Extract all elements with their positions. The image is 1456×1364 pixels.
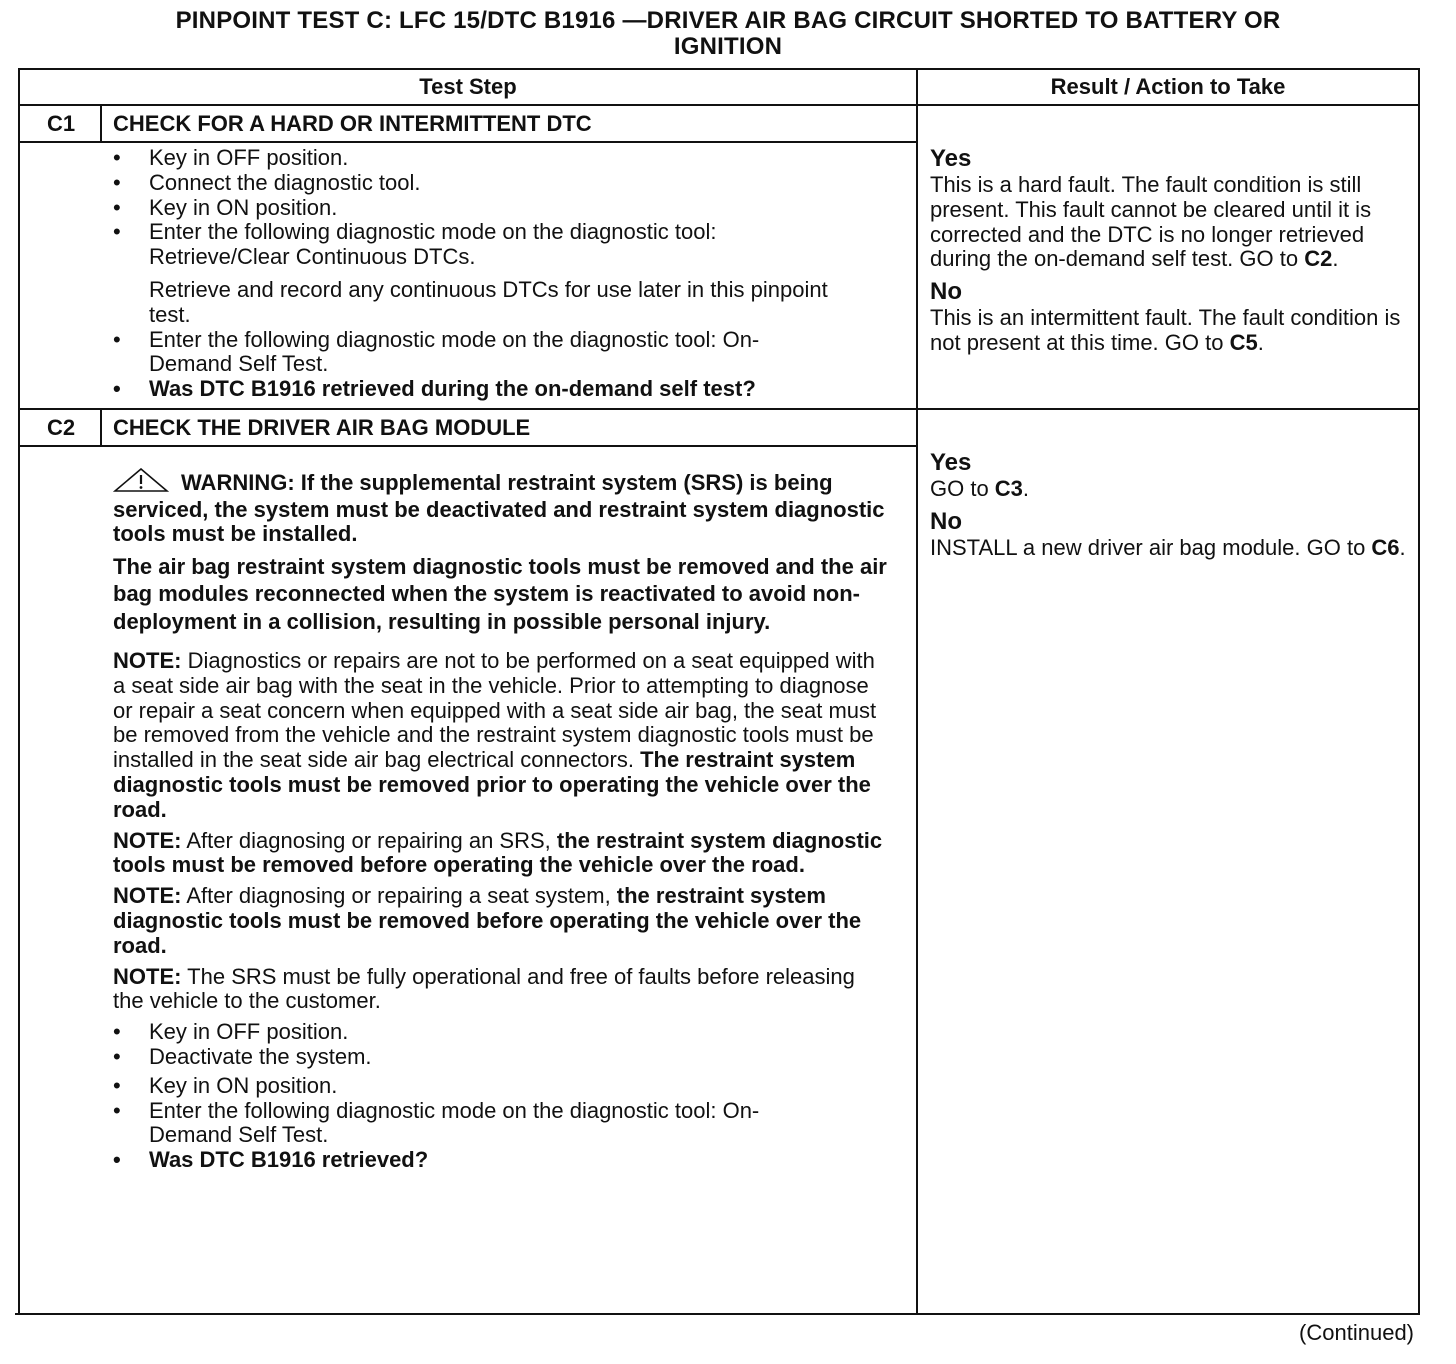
c1-bullet-4-text: Enter the following diagnostic mode on the diagnostic tool: Retrieve/Clear Continuous DTCs. — [149, 219, 717, 270]
c2-bullet-4 — [113, 1099, 888, 1149]
bullet-glyph: • — [113, 1019, 121, 1045]
c1-no-body: This is an intermittent fault. The fault condition is not present at this time. GO to — [930, 305, 1401, 355]
c1-step-title: CHECK FOR A HARD OR INTERMITTENT DTC — [113, 111, 592, 136]
c2-warning-2: The air bag restraint system diagnostic tools must be removed and the air bag modules reconnected when the system is reactivated to avoid non-deployment in a collision, resulting in possible personal injury. — [113, 553, 887, 634]
note-label: NOTE: — [113, 648, 182, 673]
c2-bullet-5 — [113, 1148, 888, 1173]
c1-paragraph: Retrieve and record any continuous DTCs for use later in this pinpoint test. — [149, 276, 828, 327]
c2-step-title: CHECK THE DRIVER AIR BAG MODULE — [113, 415, 531, 440]
c2-step-body — [113, 468, 888, 1173]
c2-yes-goto: C3 — [994, 476, 1023, 501]
c2-note-1-bold: The restraint system diagnostic tools must be removed prior to operating the vehicle over the road. — [113, 747, 871, 822]
c2-result — [930, 449, 1414, 561]
table-top-border — [18, 68, 1420, 70]
period: . — [1332, 246, 1339, 272]
c1-yes-text — [930, 173, 1414, 272]
c1-bullet-3-text: Key in ON position. — [149, 194, 338, 220]
c2-no-label: No — [930, 507, 962, 535]
bullet-glyph: • — [113, 326, 121, 352]
c1-yes-goto: C2 — [1304, 246, 1333, 272]
c2-note-2-text: After diagnosing or repairing an SRS, — [181, 827, 557, 853]
page-title — [0, 8, 1456, 60]
c2-note-1-text: Diagnostics or repairs are not to be performed on a seat equipped with a seat side air bag with the seat in the vehicle. Prior to attempting to diagnose or repair a seat concern when equipped with a seat side air bag, the seat must be removed from the vehicle and the restraint system diagnostic tools must be installed in the seat side air bag electrical connectors. — [113, 648, 877, 773]
bullet-glyph: • — [113, 169, 121, 195]
column-header-test-step: Test Step — [419, 74, 517, 99]
period: . — [1257, 329, 1264, 355]
c2-no-text — [930, 536, 1414, 561]
c2-no-body: INSTALL a new driver air bag module. GO to — [930, 534, 1372, 560]
c1-no-goto: C5 — [1229, 329, 1258, 355]
title-line-2: IGNITION — [673, 33, 783, 60]
c1-step-body — [113, 146, 903, 402]
c1-bullet-4 — [113, 220, 903, 270]
note-label: NOTE: — [113, 883, 182, 909]
c2-note-1 — [113, 649, 888, 823]
c1-bullet-6 — [113, 377, 903, 402]
c1-bullet-2 — [113, 171, 903, 196]
bullet-glyph: • — [113, 194, 121, 220]
bullet-glyph: • — [113, 1147, 121, 1173]
c2-note-4 — [113, 965, 888, 1015]
c2-note-3 — [113, 884, 888, 958]
table-bottom-border — [15, 1313, 1420, 1315]
c2-warning — [113, 468, 888, 547]
bullet-glyph: • — [113, 219, 121, 245]
c2-step-id: C2 — [46, 415, 76, 440]
bullet-glyph: • — [113, 1072, 121, 1098]
c2-bullet-3 — [113, 1074, 888, 1099]
table-right-border — [1418, 68, 1420, 1315]
c1-no-text — [930, 306, 1414, 356]
c2-bullet-5-text: Was DTC B1916 retrieved? — [149, 1147, 429, 1173]
c1-row-bottom-border — [18, 408, 1420, 410]
c2-bullet-4-text: Enter the following diagnostic mode on the diagnostic tool: On-Demand Self Test. — [149, 1097, 760, 1148]
table-left-border — [18, 68, 20, 1315]
c1-bullet-5 — [113, 328, 903, 378]
c1-bullet-1-text: Key in OFF position. — [149, 145, 349, 170]
c1-bullet-3 — [113, 196, 903, 221]
bullet-glyph: • — [113, 1043, 121, 1069]
c2-title-bottom-border — [18, 445, 918, 447]
c1-bullet-2-text: Connect the diagnostic tool. — [149, 169, 421, 195]
warning-triangle-icon — [113, 468, 169, 498]
c1-step-id: C1 — [46, 111, 76, 136]
c1-result — [930, 145, 1414, 356]
c2-bullet-2-text: Deactivate the system. — [149, 1043, 372, 1069]
c2-note-2-bold: the restraint system diagnostic tools must be removed before operating the vehicle over the road. — [113, 827, 883, 878]
bullet-glyph: • — [113, 145, 121, 170]
c2-no-goto: C6 — [1371, 534, 1400, 560]
c2-warning-text: WARNING: If the supplemental restraint system (SRS) is being serviced, the system must be deactivated and restraint system diagnostic tools must be installed. — [113, 470, 885, 546]
note-label: NOTE: — [113, 827, 182, 853]
period: . — [1022, 476, 1030, 501]
c2-yes-text — [930, 477, 1414, 502]
c1-bullet-6-text: Was DTC B1916 retrieved during the on-demand self test? — [149, 376, 756, 402]
c2-note-4-text: The SRS must be fully operational and free of faults before releasing the vehicle to the customer. — [113, 963, 855, 1014]
c1-yes-label: Yes — [930, 145, 972, 172]
c1-no-label: No — [930, 278, 962, 306]
column-divider — [916, 68, 918, 1315]
title-line-1: PINPOINT TEST C: LFC 15/DTC B1916 —DRIVER AIR BAG CIRCUIT SHORTED TO BATTERY OR — [175, 7, 1281, 34]
c2-note-3-bold: the restraint system diagnostic tools must be removed before operating the vehicle over the road. — [113, 883, 862, 958]
c2-yes-label: Yes — [930, 449, 972, 476]
c1-title-bottom-border — [18, 141, 918, 143]
c2-bullet-2 — [113, 1045, 888, 1070]
c2-bullet-1 — [113, 1020, 888, 1045]
c2-note-2 — [113, 829, 888, 879]
period: . — [1399, 534, 1406, 560]
c2-note-3-text: After diagnosing or repairing a seat system, — [181, 883, 617, 909]
c1-bullet-1 — [113, 146, 903, 171]
bullet-glyph: • — [113, 376, 121, 402]
c2-yes-body: GO to — [930, 476, 995, 501]
c2-bullet-3-text: Key in ON position. — [149, 1072, 338, 1098]
continued-label: (Continued) — [1299, 1320, 1414, 1345]
c2-bullet-1-text: Key in OFF position. — [149, 1019, 349, 1045]
note-label: NOTE: — [113, 963, 182, 989]
column-header-result: Result / Action to Take — [1050, 74, 1286, 99]
header-bottom-border — [18, 104, 1420, 106]
bullet-glyph: • — [113, 1097, 121, 1123]
c1-yes-body: This is a hard fault. The fault condition is still present. This fault cannot be cleared until it is corrected and the DTC is no longer retrieved during the on-demand self test. GO to — [930, 172, 1372, 272]
c1-bullet-5-text: Enter the following diagnostic mode on the diagnostic tool: On-Demand Self Test. — [149, 326, 760, 377]
